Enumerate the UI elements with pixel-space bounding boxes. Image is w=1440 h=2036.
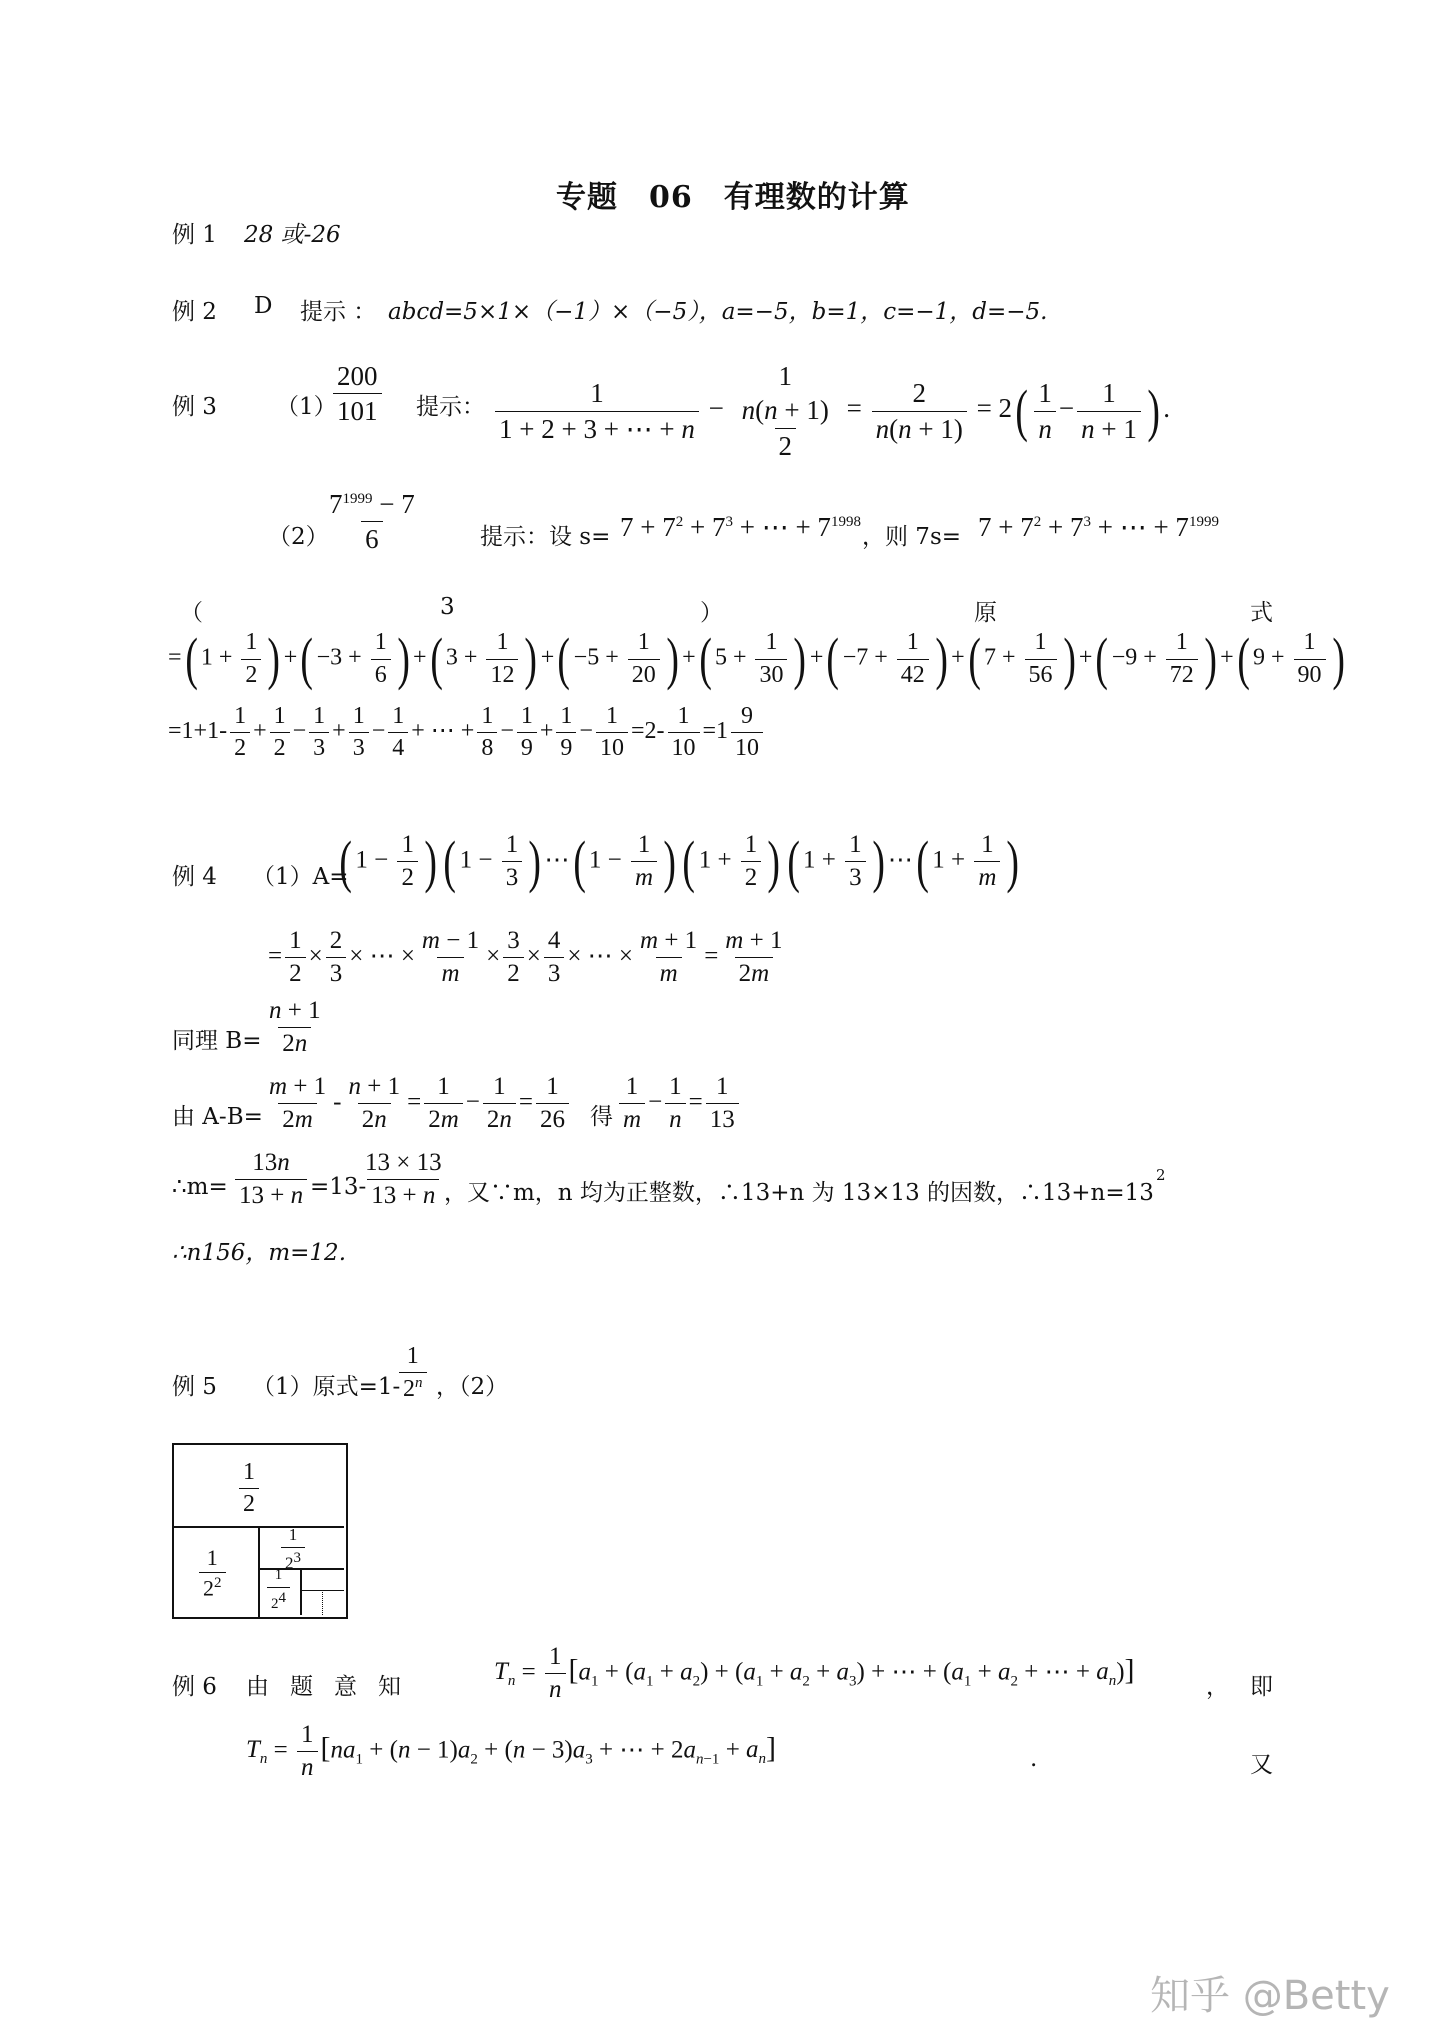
ex4-AB: $\frac{m + 1}{2m}$ - $\frac{n + 1}{2n}$ = $\frac{1}{2m}$ − $\frac{1}{2n}$ = $\frac{1}{26}$ — [262, 1074, 572, 1134]
ex2-answer: D — [254, 293, 273, 319]
ex5-cell-quarter: $\frac{1}{2^2}$ — [196, 1546, 229, 1600]
watermark: 知乎 @Betty — [1150, 1973, 1390, 2019]
ex3-p1-hint-label: 提示： — [416, 394, 485, 420]
ex4-p1-label: （1）A= — [252, 864, 349, 890]
ex6-you: 又 — [1250, 1752, 1273, 1778]
ex4-reason: ，又∵m，n 均为正整数，∴13+n 为 13×13 的因数，∴13+n=13 — [444, 1180, 1154, 1206]
ex2-hint: abcd=5×1×（−1）×（−5），a=−5，b=1，c=−1，d=−5. — [388, 299, 1048, 325]
ex3-label: 例 3 — [172, 394, 217, 420]
ex4-you: 由 A-B= — [172, 1104, 263, 1130]
ex3-p1-formula: $\frac{1}{1 + 2 + 3 + \cdots + n}$ − 1 $\frac{n(n + 1)}{2}$ = $\frac{2}{n(n + 1)}$ = 2( $\frac{1}{n}$ − $\frac{1}{n + 1}$ ) . — [492, 362, 1170, 460]
ex4-m-frac2: $\frac{13 \times 13}{13 + n}$ — [365, 1149, 442, 1210]
page-title: 专题 06 有理数的计算 — [556, 180, 910, 215]
ex4-tongli: 同理 B= — [172, 1028, 262, 1054]
ex3-p2-s: $7 + 7^2 + 7^3$ + ⋯ + $7^{1998}$ — [620, 512, 861, 542]
ex5-divider-v1 — [258, 1526, 260, 1617]
ex3-p3-shi: 式 — [1250, 600, 1273, 626]
ex6-word-2: 题 — [290, 1674, 313, 1700]
ex5-label: 例 5 — [172, 1374, 217, 1400]
ex5-cell-eighth: $\frac{1}{2^3}$ — [278, 1526, 308, 1572]
ex4-m-frac: $\frac{13n}{13 + n}$ — [232, 1150, 310, 1210]
ex2-label: 例 2 — [172, 299, 217, 325]
ex4-mn: $\frac{1}{m}$ − $\frac{1}{n}$ = $\frac{1}{13}$ — [616, 1074, 742, 1134]
ex5-divider-v3 — [322, 1590, 323, 1615]
ex6-word-1: 由 — [246, 1674, 269, 1700]
ex3-p3-line2: =1+1- $\frac{1}{2}$ + $\frac{1}{2}$ − $\frac{1}{3}$ + $\frac{1}{3}$ − $\frac{1}{4}$ + ⋯ + $\frac{1}{8}$ − $\frac{1}{9}$ + $\frac{1}{9}$ − $\frac{1}{10}$ =2- $\frac{1}{10}$ =1 $\frac{9}{10}$ — [168, 704, 766, 761]
ex3-p2-hint: 提示：设 s= — [480, 524, 611, 550]
ex6-period: . — [1030, 1746, 1038, 1772]
ex5-p1: （1）原式=1- — [252, 1374, 401, 1400]
ex4-A-formula: ( 1 − $\frac{1}{2}$ ) ( 1 − $\frac{1}{3}$ ) ⋯( 1 − $\frac{1}{m}$ ) ( 1 + $\frac{1}{2}$ ) ( 1 + $\frac{1}{3}$ ) ⋯( 1 + $\frac{1}{m}$ ) — [339, 828, 1020, 894]
ex5-frac: $\frac{1}{2^n}$ — [396, 1344, 430, 1402]
ex6-Tn-formula: $T_n$ = $\frac{1}{n}$ [$a_1 + (a_1 + a_2) + (a_1 + a_2 + a_3)$ + ⋯ + ($a_1 + a_2$ + ⋯ + $a_n$)] — [494, 1643, 1135, 1704]
ex5-cell-sixteenth: $\frac{1}{2^4}$ — [264, 1568, 293, 1613]
ex2-hint-label: 提示 ： — [300, 299, 377, 325]
ex4-A-result: = $\frac{1}{2}$ × $\frac{2}{3}$ × ⋯ × $\frac{m - 1}{m}$ × $\frac{3}{2}$ × $\frac{4}{3}$ × ⋯ × $\frac{m + 1}{m}$ = $\frac{m + 1}{2m}$ — [268, 927, 783, 988]
ex3-p2-7s: $7 + 7^2 + 7^3$ + ⋯ + $7^{1999}$ — [978, 512, 1219, 542]
ex5-p2: ，（2） — [436, 1374, 509, 1400]
ex3-p2-answer: $\frac{7^{1999} - 7}{6}$ — [329, 489, 415, 555]
ex4-eq13: =13- — [310, 1174, 367, 1200]
ex3-p3-num: 3 — [440, 594, 455, 620]
ex3-p1-answer: $\frac{200}{101}$ — [330, 362, 385, 426]
ex4-label: 例 4 — [172, 864, 217, 890]
ex6-word-4: 知 — [378, 1674, 401, 1700]
ex4-de: 得 — [590, 1104, 613, 1130]
ex5-cell-half: $\frac{1}{2}$ — [236, 1460, 262, 1517]
ex6-ji: 即 — [1250, 1674, 1273, 1700]
ex5-divider-v2 — [300, 1568, 302, 1615]
ex6-label: 例 6 — [172, 1674, 217, 1700]
ex3-p3-close: ） — [700, 600, 723, 626]
ex6-comma: ， — [1206, 1674, 1229, 1700]
ex3-p3-line1: =( 1 + $\frac{1}{2}$ ) +( −3 + $\frac{1}{6}$ ) +( 3 + $\frac{1}{12}$ ) +( −5 + $\frac{1}{20}$ ) +( 5 + $\frac{1}{30}$ ) +( −7 + $\frac{1}{42}$ ) +( 7 + $\frac{1}{56}$ ) +( −9 + $\frac{1}{72}$ ) +( 9 + $\frac{1}{90}$ ) — [168, 626, 1345, 691]
ex4-B: $\frac{n + 1}{2n}$ — [269, 997, 321, 1058]
ex4-therefore1: ∴m= — [172, 1174, 228, 1200]
ex3-p1-label: （1） — [276, 394, 337, 420]
ex6-Tn-expanded: $T_n$ = $\frac{1}{n}$ [$na_1 + (n - 1)a_2 + (n - 3)a_3$ + ⋯ + $2a_{n-1} + a_n$] — [246, 1721, 777, 1782]
ex4-conclusion: ∴n156，m=12. — [172, 1240, 347, 1266]
ex3-p2-then: ，则 7s= — [862, 524, 962, 550]
ex3-p2-label: （2） — [268, 524, 329, 550]
ex1-answer: 28 或-26 — [244, 222, 341, 248]
ex3-p3-yuan: 原 — [974, 600, 997, 626]
ex1-label: 例 1 — [172, 222, 217, 248]
ex3-p3-open: （ — [180, 600, 203, 626]
ex4-sup2: 2 — [1156, 1166, 1166, 1184]
ex6-word-3: 意 — [334, 1674, 357, 1700]
